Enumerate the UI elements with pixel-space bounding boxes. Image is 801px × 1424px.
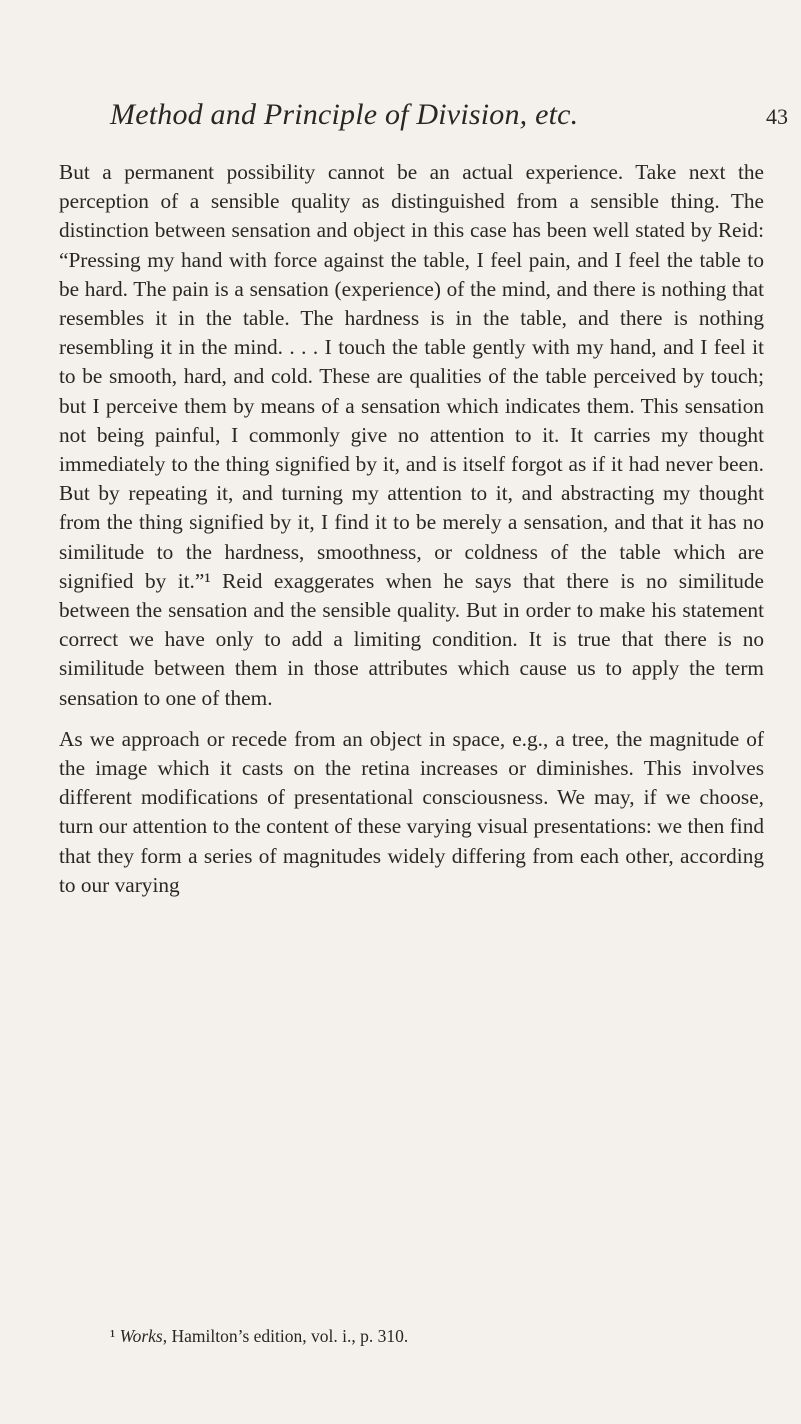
paragraph-1: But a permanent possibility cannot be an actual experience. Take next the perception of a sensible quality as distinguished from a sensible thing. The distinction between sensation and object in this case has been well stated by Reid: “Pressing my hand with force against the table, I feel pain, and I feel the table to be hard. The pain is a sensation (experience) of the mind, and there is nothing that resembles it in the table. The hardness is in the table, and there is nothing resembling it in the mind. . . . I touch the table gently with my hand, and I feel it to be smooth, hard, and cold. These are qualities of the table perceived by touch; but I perceive them by means of a sensation which indicates them. This sensation not being painful, I commonly give no attention to it. It carries my thought immediately to the thing signified by it, and is itself forgot as if it had never been. But by repeating it, and turning my attention to it, and abstracting my thought from the thing signified by it, I find it to be merely a sensation, and that it has no similitude to the hardness, smoothness, or coldness of the table which are signified by it.”¹ Reid exaggerates when he says that there is no similitude between the sensation and the sensible quality. But in order to make his statement correct we have only to add a limiting condition. It is true that there is no similitude between them in those attributes which cause us to apply the term sensation to one of them. [59, 160, 764, 710]
footnote [110, 1326, 408, 1347]
footnote-work-title: Works [119, 1326, 163, 1346]
running-head: Method and Principle of Division, etc. [110, 98, 579, 131]
paragraph-2: As we approach or recede from an object in space, e.g., a tree, the magnitude of the image which it casts on the retina increases or diminishes. This involves different modifications of presentational consciousness. We may, if we choose, turn our attention to the content of these varying visual presentations: we then find that they form a series of magnitudes widely differing from each other, according to our varying [59, 726, 764, 897]
body-text [59, 158, 764, 900]
footnote-marker: ¹ [110, 1326, 116, 1346]
page-number: 43 [766, 104, 788, 129]
footnote-reference: , Hamilton’s edition, vol. i., p. 310. [162, 1326, 409, 1346]
